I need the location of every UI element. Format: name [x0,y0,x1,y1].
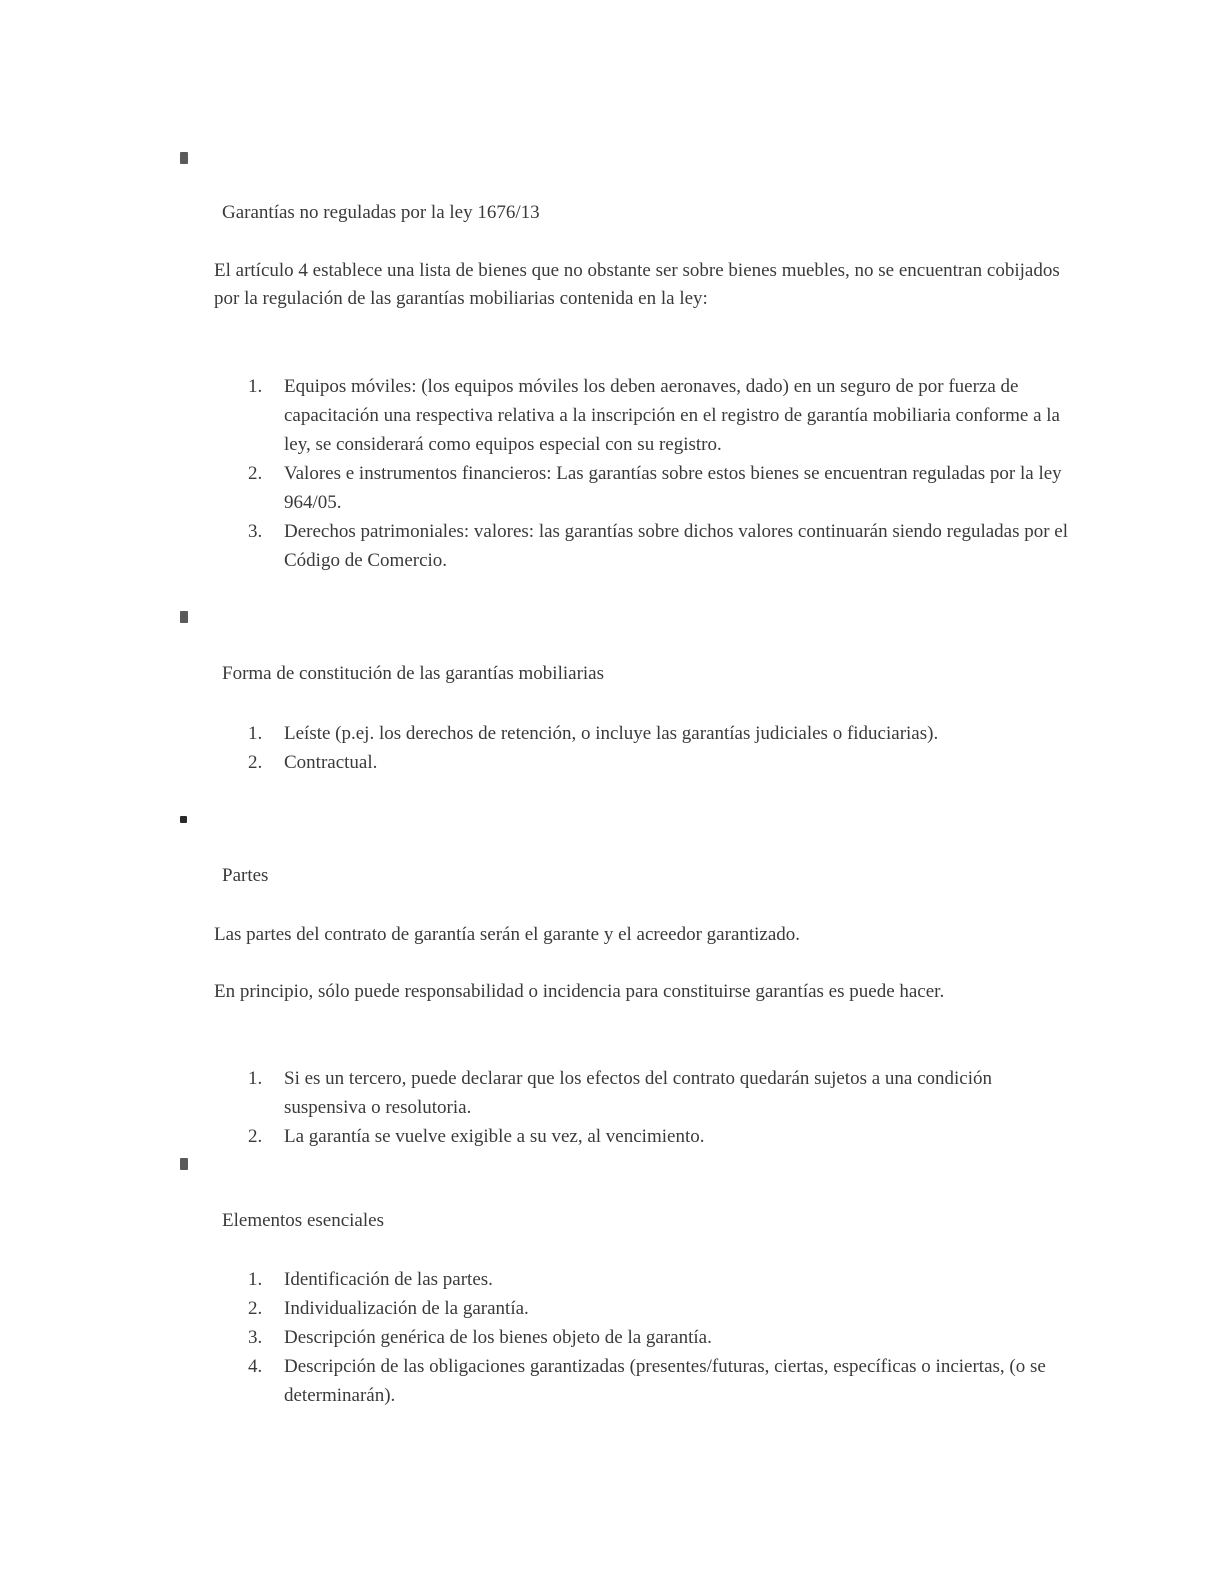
list-item: 2. Contractual. [248,752,378,773]
list-item: 1. Identificación de las partes. [248,1269,493,1290]
section-marker [180,1158,188,1170]
numbered-list [248,1265,1070,1410]
section-paragraph: Las partes del contrato de garantía serán el garante y el acreedor garantizado. [214,924,801,945]
section-heading: Partes [222,865,269,886]
section-marker [180,152,188,164]
section-marker [180,611,188,623]
numbered-list [248,372,1070,575]
list-item: 2. Valores e instrumentos financieros: Las garantías sobre estos bienes se encuentran reguladas por la ley 964/05. [248,463,1062,513]
list-item: 2. La garantía se vuelve exigible a su vez, al vencimiento. [248,1126,705,1147]
list-item: 2. Individualización de la garantía. [248,1298,529,1319]
section-paragraph: En principio, sólo puede responsabilidad o incidencia para constituirse garantías es puede hacer. [214,981,945,1002]
section-heading: Elementos esenciales [222,1210,384,1231]
numbered-list [248,719,1070,777]
list-item: 1. Equipos móviles: (los equipos móviles los deben aeronaves, dado) en un seguro de por fuerza de capacitación una respectiva relativa a la inscripción en el registro de garantía mobiliaria conforme a la ley, se considerará como equipos especial con su registro. [248,376,1060,455]
list-item: 3. Derechos patrimoniales: valores: las garantías sobre dichos valores continuarán siendo reguladas por el Código de Comercio. [248,521,1069,571]
list-item: 4. Descripción de las obligaciones garantizadas (presentes/futuras, ciertas, específicas o inciertas, (o se determinarán). [248,1356,1046,1406]
section-heading: Forma de constitución de las garantías mobiliarias [222,663,605,684]
list-item: 1. Si es un tercero, puede declarar que los efectos del contrato quedarán sujetos a una condición suspensiva o resolutoria. [248,1068,993,1118]
list-item: 3. Descripción genérica de los bienes objeto de la garantía. [248,1327,712,1348]
section-heading: Garantías no reguladas por la ley 1676/13 [222,202,540,223]
numbered-list [248,1064,1070,1151]
section-paragraph: El artículo 4 establece una lista de bienes que no obstante ser sobre bienes muebles, no se encuentran cobijados por la regulación de las garantías mobiliarias contenida en la ley: [214,260,1060,309]
list-item: 1. Leíste (p.ej. los derechos de retención, o incluye las garantías judiciales o fiduciarias). [248,723,939,744]
section-marker [180,816,187,823]
